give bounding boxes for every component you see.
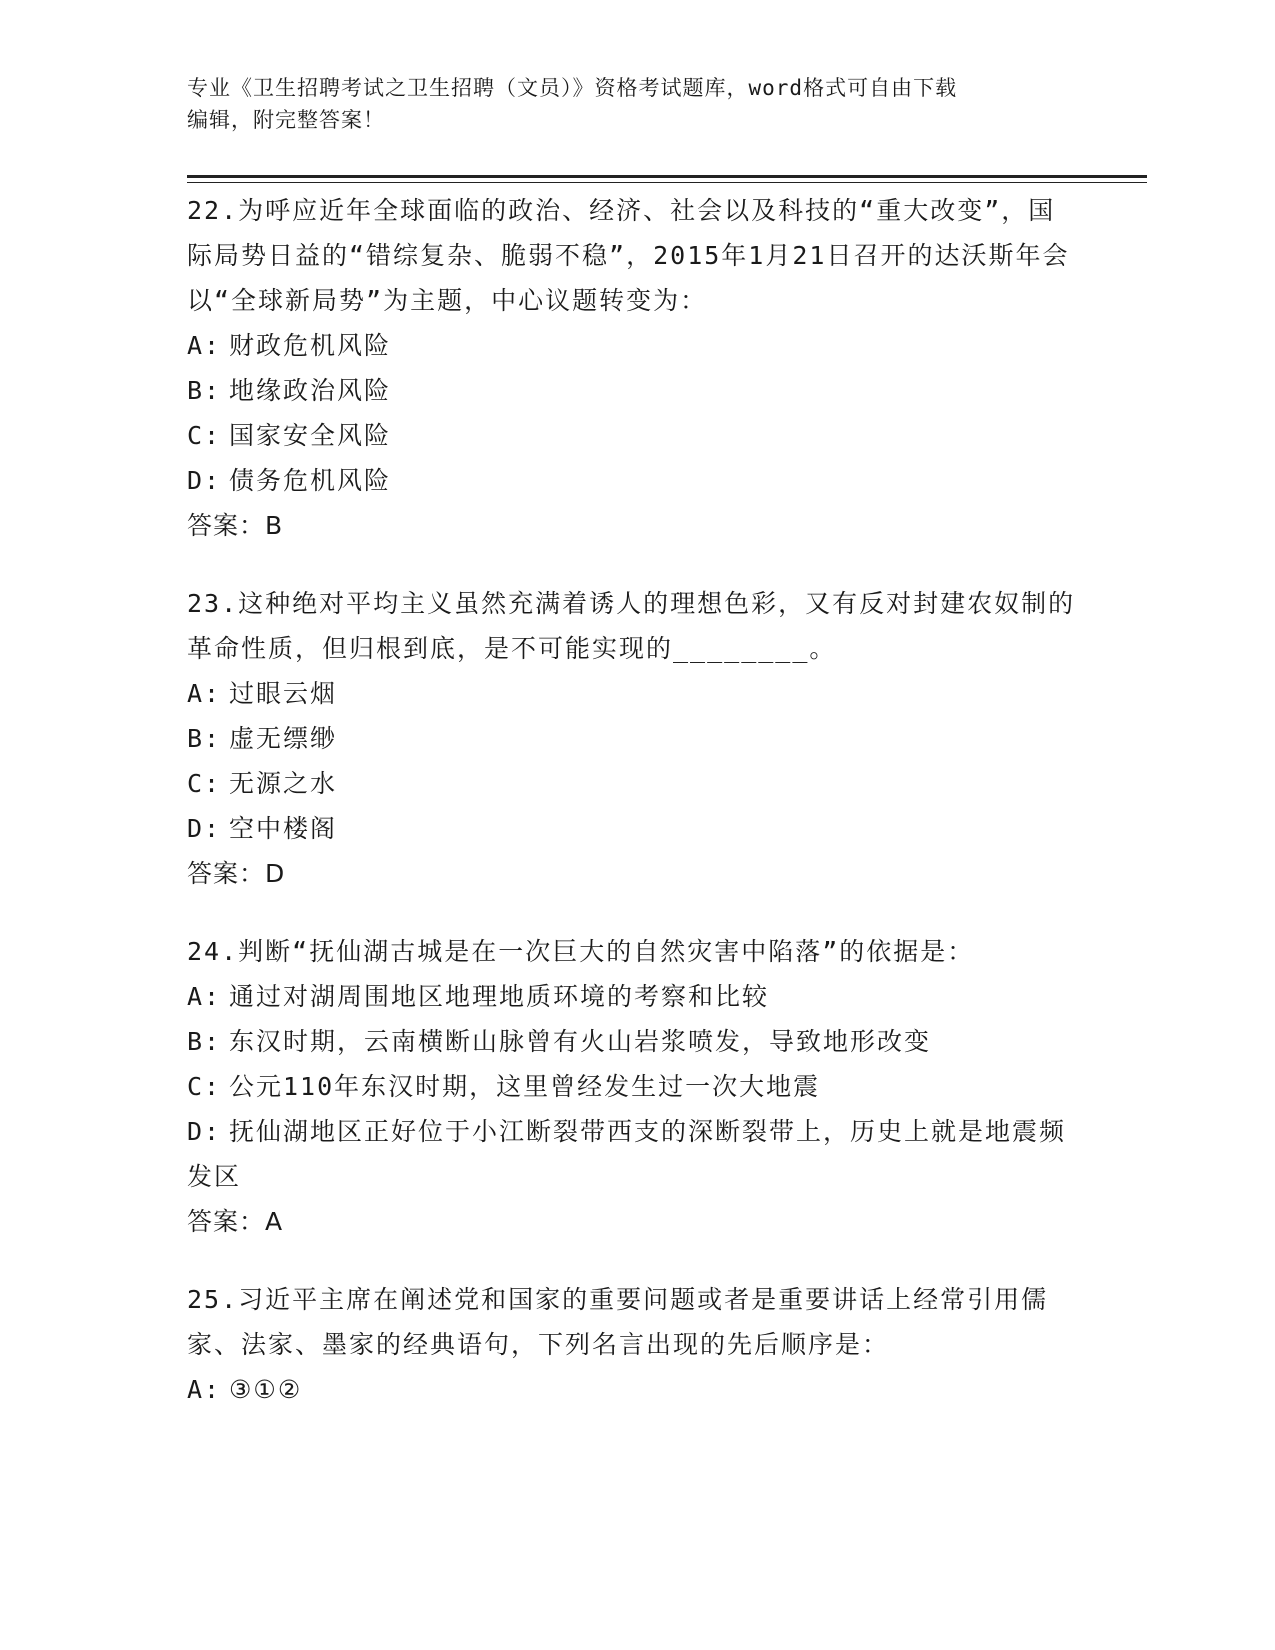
option-text: 地缘政治风险: [229, 376, 392, 405]
option-text: 国家安全风险: [229, 421, 392, 450]
question-list: [187, 188, 1077, 1445]
option-text: 公元110年东汉时期，这里曾经发生过一次大地震: [229, 1072, 821, 1101]
option-text: 债务危机风险: [229, 466, 392, 495]
option-letter: B:: [187, 1027, 222, 1056]
question-22: [187, 188, 1077, 548]
option-letter: B:: [187, 376, 222, 405]
question-23: [187, 581, 1077, 896]
option-c: [187, 1064, 1077, 1109]
option-text: 无源之水: [229, 769, 338, 798]
option-letter: C:: [187, 769, 222, 798]
option-a: [187, 974, 1077, 1019]
question-stem: 23.这种绝对平均主义虽然充满着诱人的理想色彩，又有反对封建农奴制的革命性质，但归根到底，是不可能实现的________。: [187, 589, 1076, 663]
option-d: [187, 806, 1077, 851]
option-b: [187, 1019, 1077, 1064]
option-d: [187, 1109, 1077, 1199]
option-b: [187, 716, 1077, 761]
option-letter: A:: [187, 1375, 222, 1404]
question-stem: 25.习近平主席在阐述党和国家的重要问题或者是重要讲话上经常引用儒家、法家、墨家的经典语句，下列名言出现的先后顺序是：: [187, 1285, 1049, 1359]
option-text: 东汉时期，云南横断山脉曾有火山岩浆喷发，导致地形改变: [229, 1027, 932, 1056]
option-text: 过眼云烟: [229, 679, 338, 708]
option-letter: D:: [187, 814, 222, 843]
option-c: [187, 413, 1077, 458]
option-d: [187, 458, 1077, 503]
option-text: ③①②: [229, 1375, 303, 1404]
option-a: [187, 323, 1077, 368]
header-line-2: 编辑，附完整答案！: [187, 108, 385, 132]
answer-line: 答案：A: [187, 1207, 284, 1236]
answer-line: 答案：D: [187, 859, 286, 888]
option-text: 抚仙湖地区正好位于小江断裂带西支的深断裂带上，历史上就是地震频发区: [187, 1117, 1067, 1191]
option-b: [187, 368, 1077, 413]
question-24: [187, 929, 1077, 1244]
option-letter: A:: [187, 679, 222, 708]
header-line-1: 专业《卫生招聘考试之卫生招聘（文员）》资格考试题库，word格式可自由下载: [187, 76, 958, 100]
document-header: [187, 72, 1087, 136]
option-c: [187, 761, 1077, 806]
option-a: [187, 1367, 1077, 1412]
option-letter: B:: [187, 724, 222, 753]
option-letter: D:: [187, 1117, 222, 1146]
option-letter: C:: [187, 1072, 222, 1101]
option-a: [187, 671, 1077, 716]
question-25: [187, 1277, 1077, 1412]
option-letter: A:: [187, 982, 222, 1011]
option-text: 通过对湖周围地区地理地质环境的考察和比较: [229, 982, 770, 1011]
question-stem: 22.为呼应近年全球面临的政治、经济、社会以及科技的“重大改变”，国际局势日益的“错综复杂、脆弱不稳”，2015年1月21日召开的达沃斯年会以“全球新局势”为主题，中心议题转变为：: [187, 196, 1070, 315]
answer-line: 答案：B: [187, 511, 284, 540]
question-stem: 24.判断“抚仙湖古城是在一次巨大的自然灾害中陷落”的依据是：: [187, 937, 975, 966]
option-text: 虚无缥缈: [229, 724, 338, 753]
header-divider-thin: [187, 182, 1147, 183]
option-letter: A:: [187, 331, 222, 360]
header-divider-thick: [187, 175, 1147, 178]
option-letter: C:: [187, 421, 222, 450]
option-letter: D:: [187, 466, 222, 495]
option-text: 空中楼阁: [229, 814, 338, 843]
option-text: 财政危机风险: [229, 331, 392, 360]
